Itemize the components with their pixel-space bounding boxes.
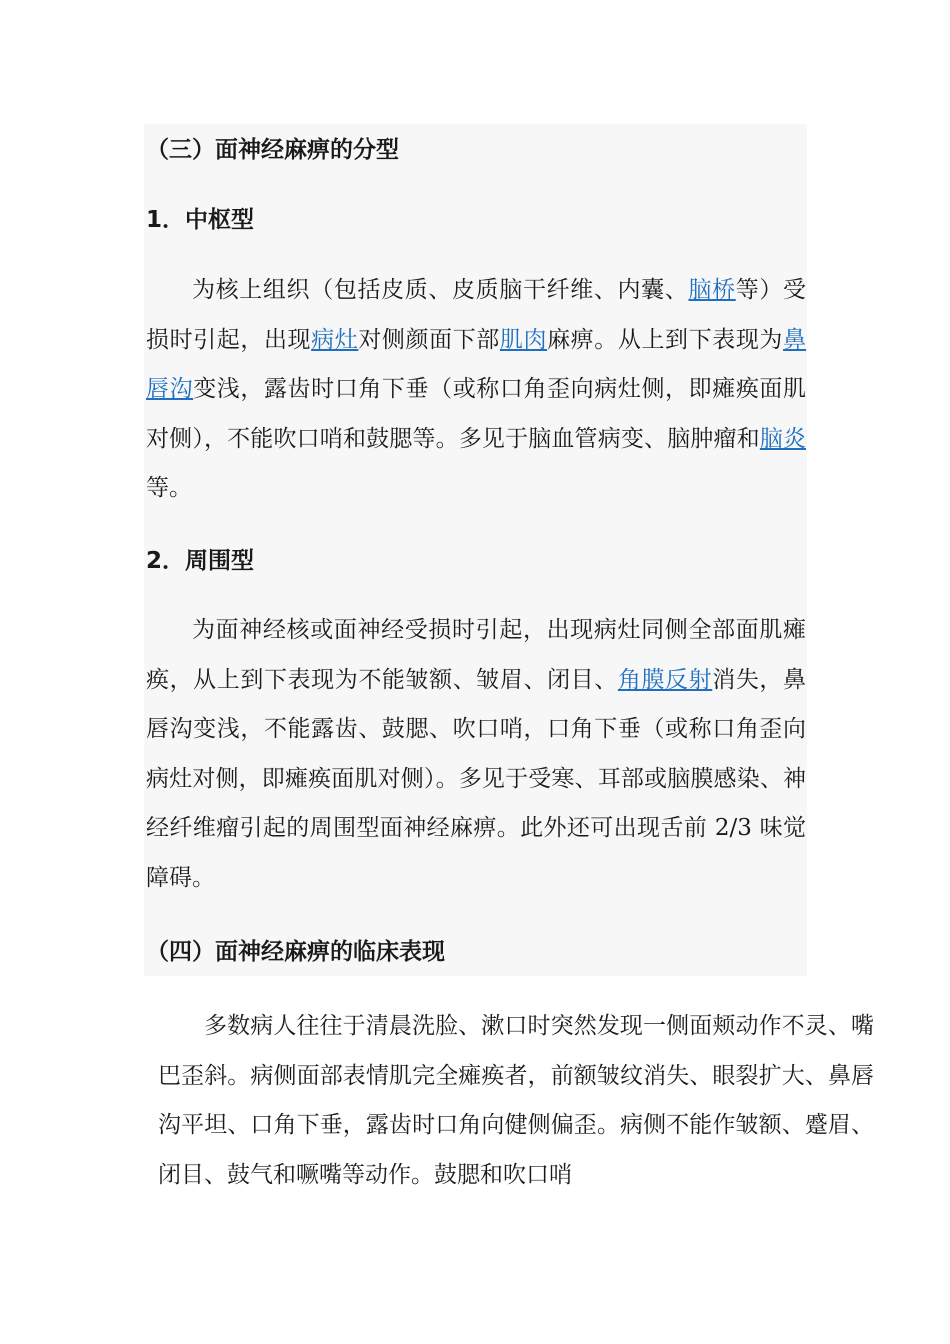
type1-text-6: 等。: [146, 475, 192, 501]
type1-text-5: 变浅，露齿时口角下垂（或称口角歪向病灶侧，即瘫痪面肌对侧），不能吹口哨和鼓腮等。多见于脑血管病变、脑肿瘤和: [146, 376, 807, 452]
link-lesion[interactable]: 病灶: [311, 326, 359, 353]
type1-text-2: 等）受损时引起，出现: [146, 277, 807, 353]
link-encephalitis[interactable]: 脑炎: [759, 425, 807, 452]
link-muscle[interactable]: 肌肉: [499, 326, 548, 353]
section3-heading: （三）面神经麻痹的分型: [146, 137, 399, 163]
type1-text-3: 对侧颜面下部: [358, 326, 500, 353]
type1-paragraph: [146, 266, 806, 514]
type1-text-1: 为核上组织（包括皮质、皮质脑干纤维、内囊、: [192, 277, 689, 303]
type1-text-4: 麻痹。从上到下表现为: [547, 326, 784, 353]
link-nasolabial-fold[interactable]: 鼻唇沟: [146, 326, 807, 402]
type1-heading: 1．中枢型: [146, 207, 255, 233]
type2-paragraph: [146, 606, 806, 903]
link-corneal-reflex[interactable]: 角膜反射: [617, 666, 713, 693]
link-pons[interactable]: 脑桥: [688, 277, 736, 303]
type2-text-1: 为面神经核或面神经受损时引起，出现病灶同侧全部面肌瘫痪，从上到下表现为不能皱额、皱眉、闭目、: [146, 617, 806, 693]
type2-text-2: 消失，鼻唇沟变浅，不能露齿、鼓腮、吹口哨，口角下垂（或称口角歪向病灶对侧，即瘫痪面肌对侧）。多见于受寒、耳部或脑膜感染、神经纤维瘤引起的周围型面神经麻痹。此外还可出现舌前 2/3 味觉障碍。: [146, 666, 807, 891]
section4-paragraph: 多数病人往往于清晨洗脸、漱口时突然发现一侧面颊动作不灵、嘴巴歪斜。病侧面部表情肌完全瘫痪者，前额皱纹消失、眼裂扩大、鼻唇沟平坦、口角下垂，露齿时口角向健侧偏歪。病侧不能作皱额、蹙眉、闭目、鼓气和噘嘴等动作。鼓腮和吹口哨: [158, 1013, 874, 1188]
section4-heading: （四）面神经麻痹的临床表现: [146, 939, 445, 965]
type2-heading: 2．周围型: [146, 548, 255, 574]
